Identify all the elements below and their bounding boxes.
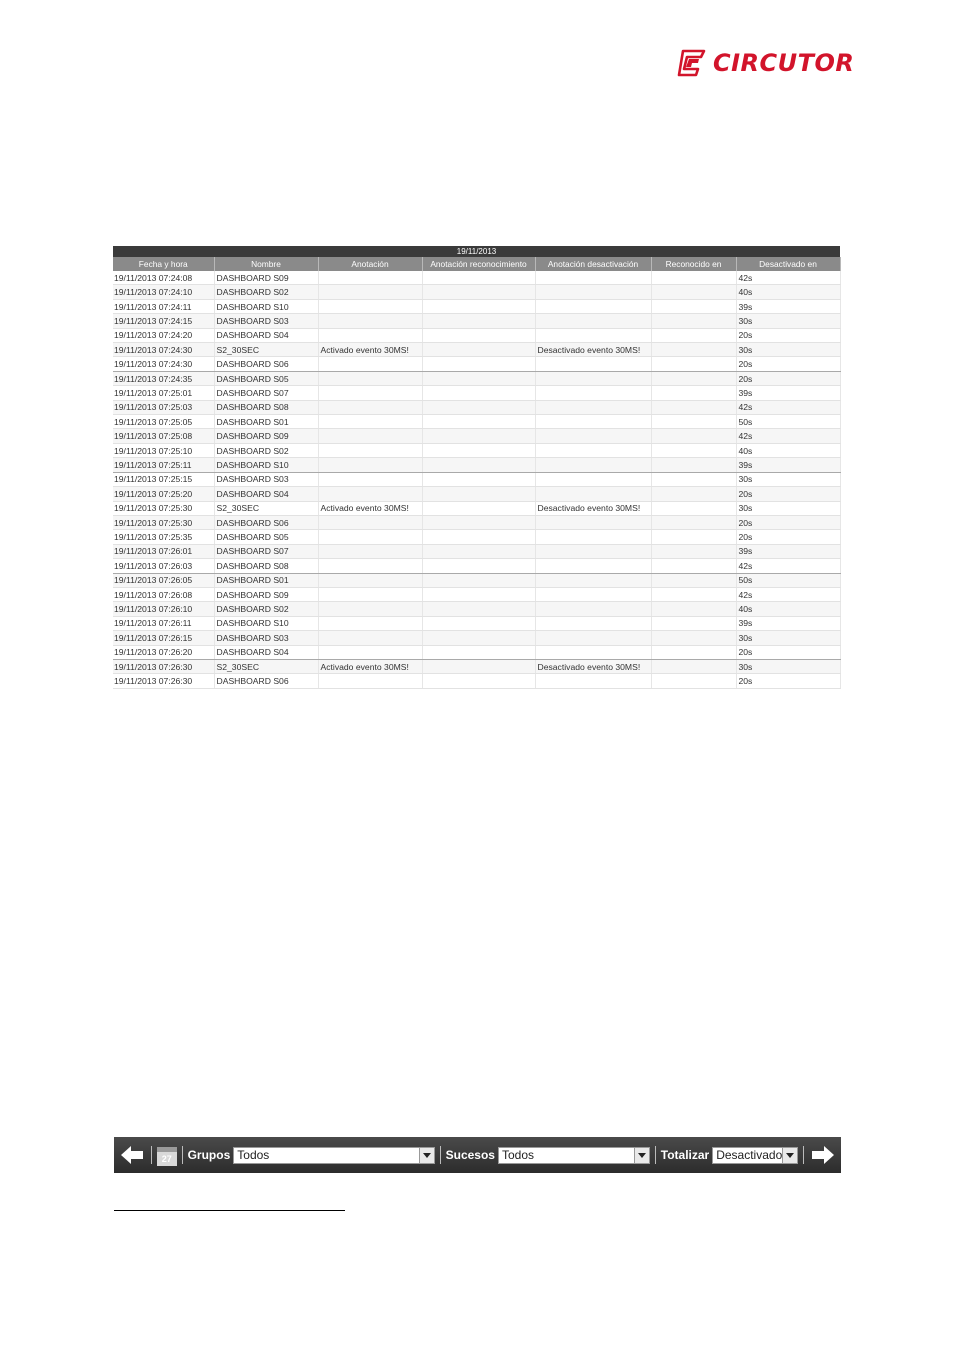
table-row[interactable] (113, 400, 840, 414)
cell-anotacion-desactivacion (535, 328, 651, 342)
cell-fecha: 19/11/2013 07:25:20 (113, 487, 214, 501)
cell-desactivado-en: 50s (736, 415, 840, 429)
cell-desactivado-en: 39s (736, 386, 840, 400)
table-row[interactable] (113, 314, 840, 328)
cell-anotacion-reconocimiento (422, 357, 535, 371)
cell-anotacion-reconocimiento (422, 343, 535, 357)
cell-anotacion (318, 544, 422, 558)
table-row[interactable] (113, 415, 840, 429)
circutor-logo (677, 46, 854, 80)
cell-reconocido-en (651, 357, 736, 371)
cell-anotacion-desactivacion (535, 458, 651, 472)
cell-anotacion-desactivacion (535, 674, 651, 688)
cell-anotacion-desactivacion (535, 544, 651, 558)
cell-nombre: DASHBOARD S03 (214, 631, 318, 645)
table-row[interactable] (113, 429, 840, 443)
cell-anotacion (318, 587, 422, 601)
cell-anotacion (318, 602, 422, 616)
table-row[interactable] (113, 328, 840, 342)
column-header-desactivado-en[interactable]: Desactivado en (736, 257, 840, 271)
cell-fecha: 19/11/2013 07:24:10 (113, 285, 214, 299)
cell-anotacion-reconocimiento (422, 587, 535, 601)
cell-fecha: 19/11/2013 07:24:20 (113, 328, 214, 342)
table-row[interactable] (113, 443, 840, 457)
totalizar-select[interactable] (712, 1147, 798, 1164)
next-button[interactable] (809, 1141, 837, 1169)
toolbar-divider (655, 1146, 656, 1164)
logo-text: CIRCUTOR (713, 49, 855, 77)
arrow-left-icon (120, 1145, 144, 1165)
cell-anotacion-reconocimiento (422, 328, 535, 342)
cell-fecha: 19/11/2013 07:25:01 (113, 386, 214, 400)
cell-anotacion-reconocimiento (422, 314, 535, 328)
cell-reconocido-en (651, 472, 736, 486)
cell-reconocido-en (651, 343, 736, 357)
cell-anotacion-desactivacion (535, 645, 651, 659)
totalizar-label: Totalizar (660, 1148, 710, 1162)
cell-anotacion-reconocimiento (422, 271, 535, 285)
cell-anotacion-desactivacion (535, 602, 651, 616)
chevron-down-icon[interactable] (634, 1148, 649, 1163)
table-row[interactable] (113, 544, 840, 558)
sucesos-select-value: Todos (501, 1148, 535, 1162)
filter-toolbar (114, 1137, 841, 1173)
cell-nombre: DASHBOARD S03 (214, 472, 318, 486)
events-table (113, 257, 841, 689)
cell-reconocido-en (651, 501, 736, 515)
cell-reconocido-en (651, 429, 736, 443)
cell-anotacion-desactivacion: Desactivado evento 30MS! (535, 501, 651, 515)
cell-nombre: S2_30SEC (214, 501, 318, 515)
column-header-anotacion-desactivacion[interactable]: Anotación desactivación (535, 257, 651, 271)
table-row[interactable] (113, 357, 840, 371)
table-row[interactable] (113, 587, 840, 601)
cell-anotacion-desactivacion (535, 285, 651, 299)
cell-fecha: 19/11/2013 07:26:30 (113, 659, 214, 673)
cell-desactivado-en: 30s (736, 631, 840, 645)
cell-reconocido-en (651, 602, 736, 616)
cell-nombre: DASHBOARD S01 (214, 573, 318, 587)
cell-reconocido-en (651, 587, 736, 601)
cell-nombre: DASHBOARD S04 (214, 645, 318, 659)
cell-anotacion (318, 271, 422, 285)
cell-anotacion-desactivacion (535, 616, 651, 630)
cell-anotacion (318, 573, 422, 587)
cell-reconocido-en (651, 573, 736, 587)
cell-nombre: DASHBOARD S06 (214, 515, 318, 529)
cell-desactivado-en: 20s (736, 645, 840, 659)
calendar-button[interactable] (157, 1144, 177, 1166)
cell-reconocido-en (651, 559, 736, 573)
table-row[interactable] (113, 343, 840, 357)
cell-anotacion: Activado evento 30MS! (318, 659, 422, 673)
cell-desactivado-en: 42s (736, 429, 840, 443)
cell-fecha: 19/11/2013 07:25:05 (113, 415, 214, 429)
cell-reconocido-en (651, 659, 736, 673)
cell-anotacion-desactivacion: Desactivado evento 30MS! (535, 659, 651, 673)
cell-desactivado-en: 20s (736, 328, 840, 342)
cell-anotacion (318, 530, 422, 544)
cell-desactivado-en: 20s (736, 515, 840, 529)
cell-anotacion (318, 443, 422, 457)
cell-anotacion-desactivacion (535, 559, 651, 573)
cell-reconocido-en (651, 515, 736, 529)
cell-reconocido-en (651, 371, 736, 385)
calendar-day: 27 (157, 1152, 177, 1166)
cell-nombre: DASHBOARD S04 (214, 487, 318, 501)
cell-fecha: 19/11/2013 07:26:08 (113, 587, 214, 601)
cell-reconocido-en (651, 674, 736, 688)
cell-anotacion (318, 415, 422, 429)
cell-nombre: DASHBOARD S02 (214, 443, 318, 457)
cell-fecha: 19/11/2013 07:24:30 (113, 357, 214, 371)
cell-nombre: DASHBOARD S06 (214, 357, 318, 371)
cell-desactivado-en: 42s (736, 587, 840, 601)
cell-nombre: DASHBOARD S04 (214, 328, 318, 342)
table-row[interactable] (113, 386, 840, 400)
cell-anotacion (318, 487, 422, 501)
table-row[interactable] (113, 645, 840, 659)
cell-desactivado-en: 30s (736, 501, 840, 515)
circutor-logo-mark-icon (677, 48, 707, 78)
cell-nombre: S2_30SEC (214, 343, 318, 357)
cell-fecha: 19/11/2013 07:24:15 (113, 314, 214, 328)
cell-anotacion (318, 400, 422, 414)
cell-reconocido-en (651, 631, 736, 645)
cell-reconocido-en (651, 415, 736, 429)
cell-anotacion (318, 371, 422, 385)
cell-desactivado-en: 40s (736, 285, 840, 299)
cell-anotacion-reconocimiento (422, 299, 535, 313)
cell-anotacion-reconocimiento (422, 530, 535, 544)
cell-nombre: DASHBOARD S02 (214, 602, 318, 616)
cell-anotacion (318, 328, 422, 342)
cell-fecha: 19/11/2013 07:26:05 (113, 573, 214, 587)
table-row[interactable] (113, 530, 840, 544)
cell-fecha: 19/11/2013 07:25:35 (113, 530, 214, 544)
cell-anotacion (318, 631, 422, 645)
cell-anotacion-reconocimiento (422, 515, 535, 529)
cell-anotacion-reconocimiento (422, 472, 535, 486)
toolbar-divider (440, 1146, 441, 1164)
cell-anotacion-reconocimiento (422, 645, 535, 659)
cell-nombre: DASHBOARD S07 (214, 386, 318, 400)
table-header-row (113, 257, 840, 271)
cell-reconocido-en (651, 400, 736, 414)
cell-anotacion (318, 515, 422, 529)
cell-reconocido-en (651, 285, 736, 299)
cell-fecha: 19/11/2013 07:26:10 (113, 602, 214, 616)
cell-reconocido-en (651, 328, 736, 342)
table-row[interactable] (113, 501, 840, 515)
cell-reconocido-en (651, 386, 736, 400)
table-row[interactable] (113, 602, 840, 616)
cell-nombre: DASHBOARD S07 (214, 544, 318, 558)
cell-anotacion-reconocimiento (422, 386, 535, 400)
column-header-nombre[interactable]: Nombre (214, 257, 318, 271)
cell-anotacion-desactivacion (535, 400, 651, 414)
chevron-down-icon[interactable] (782, 1148, 797, 1163)
cell-fecha: 19/11/2013 07:25:11 (113, 458, 214, 472)
table-row[interactable] (113, 472, 840, 486)
cell-anotacion (318, 386, 422, 400)
table-row[interactable] (113, 487, 840, 501)
cell-nombre: DASHBOARD S02 (214, 285, 318, 299)
cell-anotacion-reconocimiento (422, 674, 535, 688)
cell-desactivado-en: 20s (736, 357, 840, 371)
cell-desactivado-en: 39s (736, 616, 840, 630)
cell-anotacion-desactivacion (535, 429, 651, 443)
cell-anotacion (318, 314, 422, 328)
cell-anotacion-reconocimiento (422, 602, 535, 616)
cell-reconocido-en (651, 443, 736, 457)
cell-reconocido-en (651, 530, 736, 544)
cell-anotacion (318, 674, 422, 688)
events-table-body (113, 271, 840, 688)
cell-anotacion-desactivacion (535, 357, 651, 371)
cell-fecha: 19/11/2013 07:25:30 (113, 515, 214, 529)
cell-desactivado-en: 20s (736, 530, 840, 544)
cell-anotacion-desactivacion (535, 371, 651, 385)
cell-anotacion-desactivacion (535, 515, 651, 529)
table-row[interactable] (113, 299, 840, 313)
table-row[interactable] (113, 559, 840, 573)
cell-anotacion-desactivacion (535, 487, 651, 501)
cell-anotacion (318, 285, 422, 299)
grupos-label: Grupos (187, 1148, 231, 1162)
cell-desactivado-en: 42s (736, 400, 840, 414)
cell-anotacion-desactivacion (535, 314, 651, 328)
column-header-anotacion-reconocimiento[interactable]: Anotación reconocimiento (422, 257, 535, 271)
cell-anotacion-reconocimiento (422, 458, 535, 472)
cell-nombre: DASHBOARD S05 (214, 530, 318, 544)
cell-fecha: 19/11/2013 07:26:01 (113, 544, 214, 558)
cell-reconocido-en (651, 314, 736, 328)
cell-fecha: 19/11/2013 07:26:11 (113, 616, 214, 630)
cell-fecha: 19/11/2013 07:25:30 (113, 501, 214, 515)
cell-reconocido-en (651, 645, 736, 659)
cell-nombre: DASHBOARD S01 (214, 415, 318, 429)
cell-nombre: DASHBOARD S10 (214, 616, 318, 630)
cell-desactivado-en: 42s (736, 271, 840, 285)
table-row[interactable] (113, 271, 840, 285)
cell-desactivado-en: 30s (736, 343, 840, 357)
cell-anotacion (318, 357, 422, 371)
toolbar-divider (182, 1146, 183, 1164)
cell-nombre: DASHBOARD S06 (214, 674, 318, 688)
column-header-anotacion[interactable]: Anotación (318, 257, 422, 271)
cell-reconocido-en (651, 616, 736, 630)
cell-desactivado-en: 30s (736, 659, 840, 673)
cell-desactivado-en: 50s (736, 573, 840, 587)
cell-anotacion-desactivacion (535, 415, 651, 429)
cell-nombre: DASHBOARD S08 (214, 400, 318, 414)
cell-fecha: 19/11/2013 07:26:20 (113, 645, 214, 659)
toolbar-divider (803, 1146, 804, 1164)
cell-nombre: S2_30SEC (214, 659, 318, 673)
table-row[interactable] (113, 458, 840, 472)
cell-fecha: 19/11/2013 07:25:08 (113, 429, 214, 443)
table-row[interactable] (113, 515, 840, 529)
cell-fecha: 19/11/2013 07:24:35 (113, 371, 214, 385)
table-row[interactable] (113, 659, 840, 673)
cell-fecha: 19/11/2013 07:24:30 (113, 343, 214, 357)
cell-anotacion-reconocimiento (422, 573, 535, 587)
sucesos-label: Sucesos (445, 1148, 495, 1162)
cell-fecha: 19/11/2013 07:26:15 (113, 631, 214, 645)
cell-fecha: 19/11/2013 07:25:03 (113, 400, 214, 414)
cell-anotacion-desactivacion (535, 271, 651, 285)
cell-anotacion-desactivacion (535, 472, 651, 486)
cell-fecha: 19/11/2013 07:25:15 (113, 472, 214, 486)
cell-desactivado-en: 20s (736, 371, 840, 385)
table-row[interactable] (113, 285, 840, 299)
cell-anotacion-reconocimiento (422, 616, 535, 630)
cell-anotacion (318, 458, 422, 472)
cell-anotacion-desactivacion (535, 386, 651, 400)
chevron-down-icon[interactable] (419, 1148, 434, 1163)
cell-nombre: DASHBOARD S05 (214, 371, 318, 385)
cell-anotacion-reconocimiento (422, 400, 535, 414)
cell-desactivado-en: 40s (736, 602, 840, 616)
table-row[interactable] (113, 573, 840, 587)
cell-desactivado-en: 30s (736, 314, 840, 328)
cell-desactivado-en: 39s (736, 544, 840, 558)
cell-fecha: 19/11/2013 07:26:30 (113, 674, 214, 688)
events-table-panel (113, 246, 840, 689)
cell-anotacion-desactivacion (535, 587, 651, 601)
cell-fecha: 19/11/2013 07:25:10 (113, 443, 214, 457)
cell-fecha: 19/11/2013 07:26:03 (113, 559, 214, 573)
cell-fecha: 19/11/2013 07:24:11 (113, 299, 214, 313)
cell-fecha: 19/11/2013 07:24:08 (113, 271, 214, 285)
cell-anotacion-reconocimiento (422, 371, 535, 385)
cell-anotacion-reconocimiento (422, 429, 535, 443)
column-header-reconocido-en[interactable]: Reconocido en (651, 257, 736, 271)
cell-anotacion: Activado evento 30MS! (318, 343, 422, 357)
sucesos-select[interactable] (498, 1147, 650, 1164)
cell-anotacion-reconocimiento (422, 659, 535, 673)
cell-anotacion-reconocimiento (422, 443, 535, 457)
table-row[interactable] (113, 371, 840, 385)
totalizar-select-value: Desactivado (716, 1148, 783, 1162)
cell-anotacion-desactivacion (535, 573, 651, 587)
cell-anotacion-reconocimiento (422, 415, 535, 429)
table-row[interactable] (113, 674, 840, 688)
cell-nombre: DASHBOARD S09 (214, 429, 318, 443)
cell-anotacion (318, 299, 422, 313)
cell-reconocido-en (651, 299, 736, 313)
toolbar-divider (151, 1146, 152, 1164)
cell-desactivado-en: 20s (736, 674, 840, 688)
cell-nombre: DASHBOARD S10 (214, 458, 318, 472)
cell-anotacion-reconocimiento (422, 544, 535, 558)
grupos-select[interactable] (233, 1147, 434, 1164)
cell-desactivado-en: 30s (736, 472, 840, 486)
cell-desactivado-en: 20s (736, 487, 840, 501)
previous-button[interactable] (118, 1141, 146, 1169)
cell-anotacion-desactivacion (535, 530, 651, 544)
cell-anotacion (318, 559, 422, 573)
table-date-header: 19/11/2013 (113, 246, 840, 257)
cell-nombre: DASHBOARD S03 (214, 314, 318, 328)
grupos-select-value: Todos (237, 1148, 270, 1162)
cell-anotacion (318, 645, 422, 659)
cell-nombre: DASHBOARD S08 (214, 559, 318, 573)
cell-reconocido-en (651, 544, 736, 558)
column-header-fecha[interactable]: Fecha y hora (113, 257, 214, 271)
cell-reconocido-en (651, 458, 736, 472)
table-row[interactable] (113, 616, 840, 630)
cell-anotacion-reconocimiento (422, 501, 535, 515)
cell-desactivado-en: 39s (736, 458, 840, 472)
footnote-separator (114, 1210, 345, 1211)
cell-nombre: DASHBOARD S09 (214, 271, 318, 285)
cell-anotacion (318, 616, 422, 630)
cell-reconocido-en (651, 487, 736, 501)
cell-reconocido-en (651, 271, 736, 285)
cell-anotacion-reconocimiento (422, 559, 535, 573)
cell-anotacion-desactivacion (535, 299, 651, 313)
cell-nombre: DASHBOARD S09 (214, 587, 318, 601)
cell-anotacion-desactivacion: Desactivado evento 30MS! (535, 343, 651, 357)
cell-anotacion (318, 429, 422, 443)
cell-desactivado-en: 42s (736, 559, 840, 573)
table-row[interactable] (113, 631, 840, 645)
cell-desactivado-en: 39s (736, 299, 840, 313)
cell-desactivado-en: 40s (736, 443, 840, 457)
cell-anotacion-reconocimiento (422, 285, 535, 299)
cell-anotacion (318, 472, 422, 486)
cell-nombre: DASHBOARD S10 (214, 299, 318, 313)
cell-anotacion-reconocimiento (422, 631, 535, 645)
cell-anotacion-desactivacion (535, 631, 651, 645)
cell-anotacion-reconocimiento (422, 487, 535, 501)
cell-anotacion: Activado evento 30MS! (318, 501, 422, 515)
cell-anotacion-desactivacion (535, 443, 651, 457)
arrow-right-icon (811, 1145, 835, 1165)
